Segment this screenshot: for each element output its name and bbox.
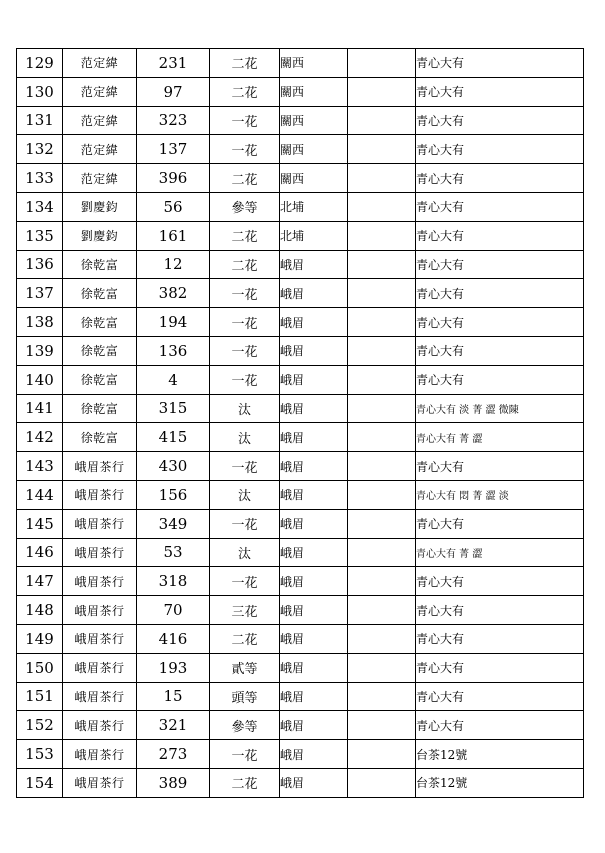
entry-number-cell: 143 — [17, 452, 63, 481]
producer-name-cell: 峨眉茶行 — [63, 538, 137, 567]
blank-cell — [348, 682, 416, 711]
producer-name-cell: 范定緯 — [63, 77, 137, 106]
quantity-cell: 315 — [137, 394, 210, 423]
region-cell: 峨眉 — [280, 538, 348, 567]
remark-cell: 青心大有 — [416, 221, 584, 250]
remark-cell: 青心大有 淡 菁 澀 微陳 — [416, 394, 584, 423]
entry-number-cell: 134 — [17, 192, 63, 221]
producer-name-cell: 劉慶鈞 — [63, 192, 137, 221]
region-cell: 峨眉 — [280, 682, 348, 711]
grade-cell: 一花 — [210, 308, 280, 337]
table-row — [17, 135, 584, 164]
entry-number-cell: 135 — [17, 221, 63, 250]
grade-cell: 二花 — [210, 77, 280, 106]
region-cell: 峨眉 — [280, 480, 348, 509]
entry-number-cell: 140 — [17, 365, 63, 394]
blank-cell — [348, 624, 416, 653]
producer-name-cell: 徐乾富 — [63, 336, 137, 365]
quantity-cell: 70 — [137, 596, 210, 625]
region-cell: 峨眉 — [280, 768, 348, 797]
quantity-cell: 56 — [137, 192, 210, 221]
quantity-cell: 4 — [137, 365, 210, 394]
grade-cell: 一花 — [210, 365, 280, 394]
remark-cell: 青心大有 — [416, 49, 584, 78]
grade-cell: 汰 — [210, 480, 280, 509]
grade-cell: 一花 — [210, 279, 280, 308]
producer-name-cell: 劉慶鈞 — [63, 221, 137, 250]
region-cell: 峨眉 — [280, 653, 348, 682]
entry-number-cell: 148 — [17, 596, 63, 625]
entry-number-cell: 152 — [17, 711, 63, 740]
quantity-cell: 193 — [137, 653, 210, 682]
quantity-cell: 273 — [137, 740, 210, 769]
quantity-cell: 137 — [137, 135, 210, 164]
table-row — [17, 682, 584, 711]
entry-number-cell: 141 — [17, 394, 63, 423]
producer-name-cell: 峨眉茶行 — [63, 509, 137, 538]
blank-cell — [348, 250, 416, 279]
entry-number-cell: 132 — [17, 135, 63, 164]
remark-cell: 青心大有 — [416, 682, 584, 711]
grade-cell: 汰 — [210, 538, 280, 567]
region-cell: 北埔 — [280, 192, 348, 221]
region-cell: 峨眉 — [280, 423, 348, 452]
grade-cell: 二花 — [210, 624, 280, 653]
remark-cell: 青心大有 — [416, 279, 584, 308]
blank-cell — [348, 106, 416, 135]
quantity-cell: 396 — [137, 164, 210, 193]
blank-cell — [348, 164, 416, 193]
producer-name-cell: 峨眉茶行 — [63, 596, 137, 625]
quantity-cell: 318 — [137, 567, 210, 596]
entry-number-cell: 146 — [17, 538, 63, 567]
quantity-cell: 15 — [137, 682, 210, 711]
blank-cell — [348, 192, 416, 221]
table-row — [17, 250, 584, 279]
grade-cell: 二花 — [210, 221, 280, 250]
remark-cell: 台茶12號 — [416, 740, 584, 769]
region-cell: 關西 — [280, 77, 348, 106]
table-row — [17, 452, 584, 481]
grade-cell: 汰 — [210, 423, 280, 452]
producer-name-cell: 峨眉茶行 — [63, 768, 137, 797]
table-body — [17, 49, 584, 798]
entry-number-cell: 136 — [17, 250, 63, 279]
table-row — [17, 221, 584, 250]
grade-cell: 汰 — [210, 394, 280, 423]
table-row — [17, 106, 584, 135]
grade-cell: 參等 — [210, 192, 280, 221]
grade-cell: 一花 — [210, 740, 280, 769]
producer-name-cell: 范定緯 — [63, 135, 137, 164]
entry-number-cell: 138 — [17, 308, 63, 337]
grade-cell: 貳等 — [210, 653, 280, 682]
entry-number-cell: 129 — [17, 49, 63, 78]
quantity-cell: 136 — [137, 336, 210, 365]
entry-number-cell: 139 — [17, 336, 63, 365]
remark-cell: 青心大有 — [416, 365, 584, 394]
producer-name-cell: 峨眉茶行 — [63, 740, 137, 769]
table-row — [17, 423, 584, 452]
remark-cell: 青心大有 — [416, 106, 584, 135]
table-row — [17, 279, 584, 308]
entry-number-cell: 144 — [17, 480, 63, 509]
quantity-cell: 194 — [137, 308, 210, 337]
table-row — [17, 164, 584, 193]
blank-cell — [348, 336, 416, 365]
region-cell: 峨眉 — [280, 509, 348, 538]
region-cell: 關西 — [280, 164, 348, 193]
entry-number-cell: 153 — [17, 740, 63, 769]
table-row — [17, 77, 584, 106]
table-row — [17, 624, 584, 653]
region-cell: 關西 — [280, 135, 348, 164]
blank-cell — [348, 653, 416, 682]
entry-number-cell: 145 — [17, 509, 63, 538]
region-cell: 關西 — [280, 106, 348, 135]
entry-number-cell: 149 — [17, 624, 63, 653]
entry-number-cell: 130 — [17, 77, 63, 106]
remark-cell: 青心大有 — [416, 250, 584, 279]
producer-name-cell: 峨眉茶行 — [63, 452, 137, 481]
producer-name-cell: 范定緯 — [63, 106, 137, 135]
blank-cell — [348, 768, 416, 797]
entry-number-cell: 147 — [17, 567, 63, 596]
quantity-cell: 161 — [137, 221, 210, 250]
region-cell: 峨眉 — [280, 567, 348, 596]
table-row — [17, 596, 584, 625]
region-cell: 峨眉 — [280, 250, 348, 279]
grade-cell: 一花 — [210, 336, 280, 365]
quantity-cell: 415 — [137, 423, 210, 452]
blank-cell — [348, 135, 416, 164]
region-cell: 峨眉 — [280, 624, 348, 653]
blank-cell — [348, 596, 416, 625]
producer-name-cell: 徐乾富 — [63, 279, 137, 308]
blank-cell — [348, 423, 416, 452]
producer-name-cell: 徐乾富 — [63, 423, 137, 452]
grade-cell: 二花 — [210, 768, 280, 797]
blank-cell — [348, 49, 416, 78]
entry-number-cell: 137 — [17, 279, 63, 308]
table-row — [17, 336, 584, 365]
entry-number-cell: 133 — [17, 164, 63, 193]
region-cell: 關西 — [280, 49, 348, 78]
remark-cell: 青心大有 — [416, 509, 584, 538]
region-cell: 峨眉 — [280, 336, 348, 365]
quantity-cell: 323 — [137, 106, 210, 135]
grade-cell: 一花 — [210, 135, 280, 164]
producer-name-cell: 范定緯 — [63, 164, 137, 193]
remark-cell: 青心大有 悶 菁 澀 淡 — [416, 480, 584, 509]
blank-cell — [348, 394, 416, 423]
table-row — [17, 768, 584, 797]
remark-cell: 青心大有 — [416, 336, 584, 365]
producer-name-cell: 徐乾富 — [63, 308, 137, 337]
producer-name-cell: 徐乾富 — [63, 250, 137, 279]
blank-cell — [348, 509, 416, 538]
region-cell: 峨眉 — [280, 452, 348, 481]
table-row — [17, 740, 584, 769]
producer-name-cell: 峨眉茶行 — [63, 682, 137, 711]
table-row — [17, 567, 584, 596]
grade-cell: 一花 — [210, 106, 280, 135]
producer-name-cell: 峨眉茶行 — [63, 711, 137, 740]
table-row — [17, 394, 584, 423]
blank-cell — [348, 279, 416, 308]
grade-cell: 二花 — [210, 164, 280, 193]
remark-cell: 青心大有 菁 澀 — [416, 423, 584, 452]
producer-name-cell: 峨眉茶行 — [63, 653, 137, 682]
table-row — [17, 365, 584, 394]
remark-cell: 青心大有 — [416, 624, 584, 653]
remark-cell: 青心大有 — [416, 308, 584, 337]
grade-cell: 一花 — [210, 509, 280, 538]
table-row — [17, 192, 584, 221]
producer-name-cell: 峨眉茶行 — [63, 624, 137, 653]
producer-name-cell: 徐乾富 — [63, 394, 137, 423]
grade-cell: 參等 — [210, 711, 280, 740]
remark-cell: 青心大有 — [416, 135, 584, 164]
blank-cell — [348, 452, 416, 481]
quantity-cell: 430 — [137, 452, 210, 481]
quantity-cell: 231 — [137, 49, 210, 78]
quantity-cell: 12 — [137, 250, 210, 279]
grade-cell: 二花 — [210, 49, 280, 78]
remark-cell: 青心大有 — [416, 567, 584, 596]
quantity-cell: 349 — [137, 509, 210, 538]
blank-cell — [348, 308, 416, 337]
tea-grading-table — [16, 48, 584, 798]
region-cell: 峨眉 — [280, 711, 348, 740]
blank-cell — [348, 480, 416, 509]
blank-cell — [348, 77, 416, 106]
remark-cell: 青心大有 菁 澀 — [416, 538, 584, 567]
quantity-cell: 416 — [137, 624, 210, 653]
entry-number-cell: 150 — [17, 653, 63, 682]
grade-cell: 一花 — [210, 452, 280, 481]
region-cell: 峨眉 — [280, 308, 348, 337]
quantity-cell: 156 — [137, 480, 210, 509]
remark-cell: 青心大有 — [416, 711, 584, 740]
entry-number-cell: 151 — [17, 682, 63, 711]
region-cell: 北埔 — [280, 221, 348, 250]
entry-number-cell: 154 — [17, 768, 63, 797]
producer-name-cell: 峨眉茶行 — [63, 480, 137, 509]
entry-number-cell: 131 — [17, 106, 63, 135]
region-cell: 峨眉 — [280, 279, 348, 308]
remark-cell: 台茶12號 — [416, 768, 584, 797]
table-row — [17, 308, 584, 337]
blank-cell — [348, 365, 416, 394]
remark-cell: 青心大有 — [416, 164, 584, 193]
remark-cell: 青心大有 — [416, 452, 584, 481]
grade-cell: 三花 — [210, 596, 280, 625]
remark-cell: 青心大有 — [416, 192, 584, 221]
blank-cell — [348, 711, 416, 740]
producer-name-cell: 徐乾富 — [63, 365, 137, 394]
blank-cell — [348, 221, 416, 250]
table-row — [17, 49, 584, 78]
blank-cell — [348, 538, 416, 567]
table-row — [17, 653, 584, 682]
region-cell: 峨眉 — [280, 365, 348, 394]
table-row — [17, 538, 584, 567]
region-cell: 峨眉 — [280, 596, 348, 625]
table-row — [17, 711, 584, 740]
grade-cell: 頭等 — [210, 682, 280, 711]
quantity-cell: 321 — [137, 711, 210, 740]
grade-cell: 一花 — [210, 567, 280, 596]
quantity-cell: 389 — [137, 768, 210, 797]
blank-cell — [348, 740, 416, 769]
entry-number-cell: 142 — [17, 423, 63, 452]
quantity-cell: 97 — [137, 77, 210, 106]
remark-cell: 青心大有 — [416, 653, 584, 682]
remark-cell: 青心大有 — [416, 77, 584, 106]
remark-cell: 青心大有 — [416, 596, 584, 625]
quantity-cell: 382 — [137, 279, 210, 308]
grade-cell: 二花 — [210, 250, 280, 279]
quantity-cell: 53 — [137, 538, 210, 567]
table-row — [17, 480, 584, 509]
blank-cell — [348, 567, 416, 596]
producer-name-cell: 峨眉茶行 — [63, 567, 137, 596]
table-row — [17, 509, 584, 538]
region-cell: 峨眉 — [280, 394, 348, 423]
region-cell: 峨眉 — [280, 740, 348, 769]
producer-name-cell: 范定緯 — [63, 49, 137, 78]
